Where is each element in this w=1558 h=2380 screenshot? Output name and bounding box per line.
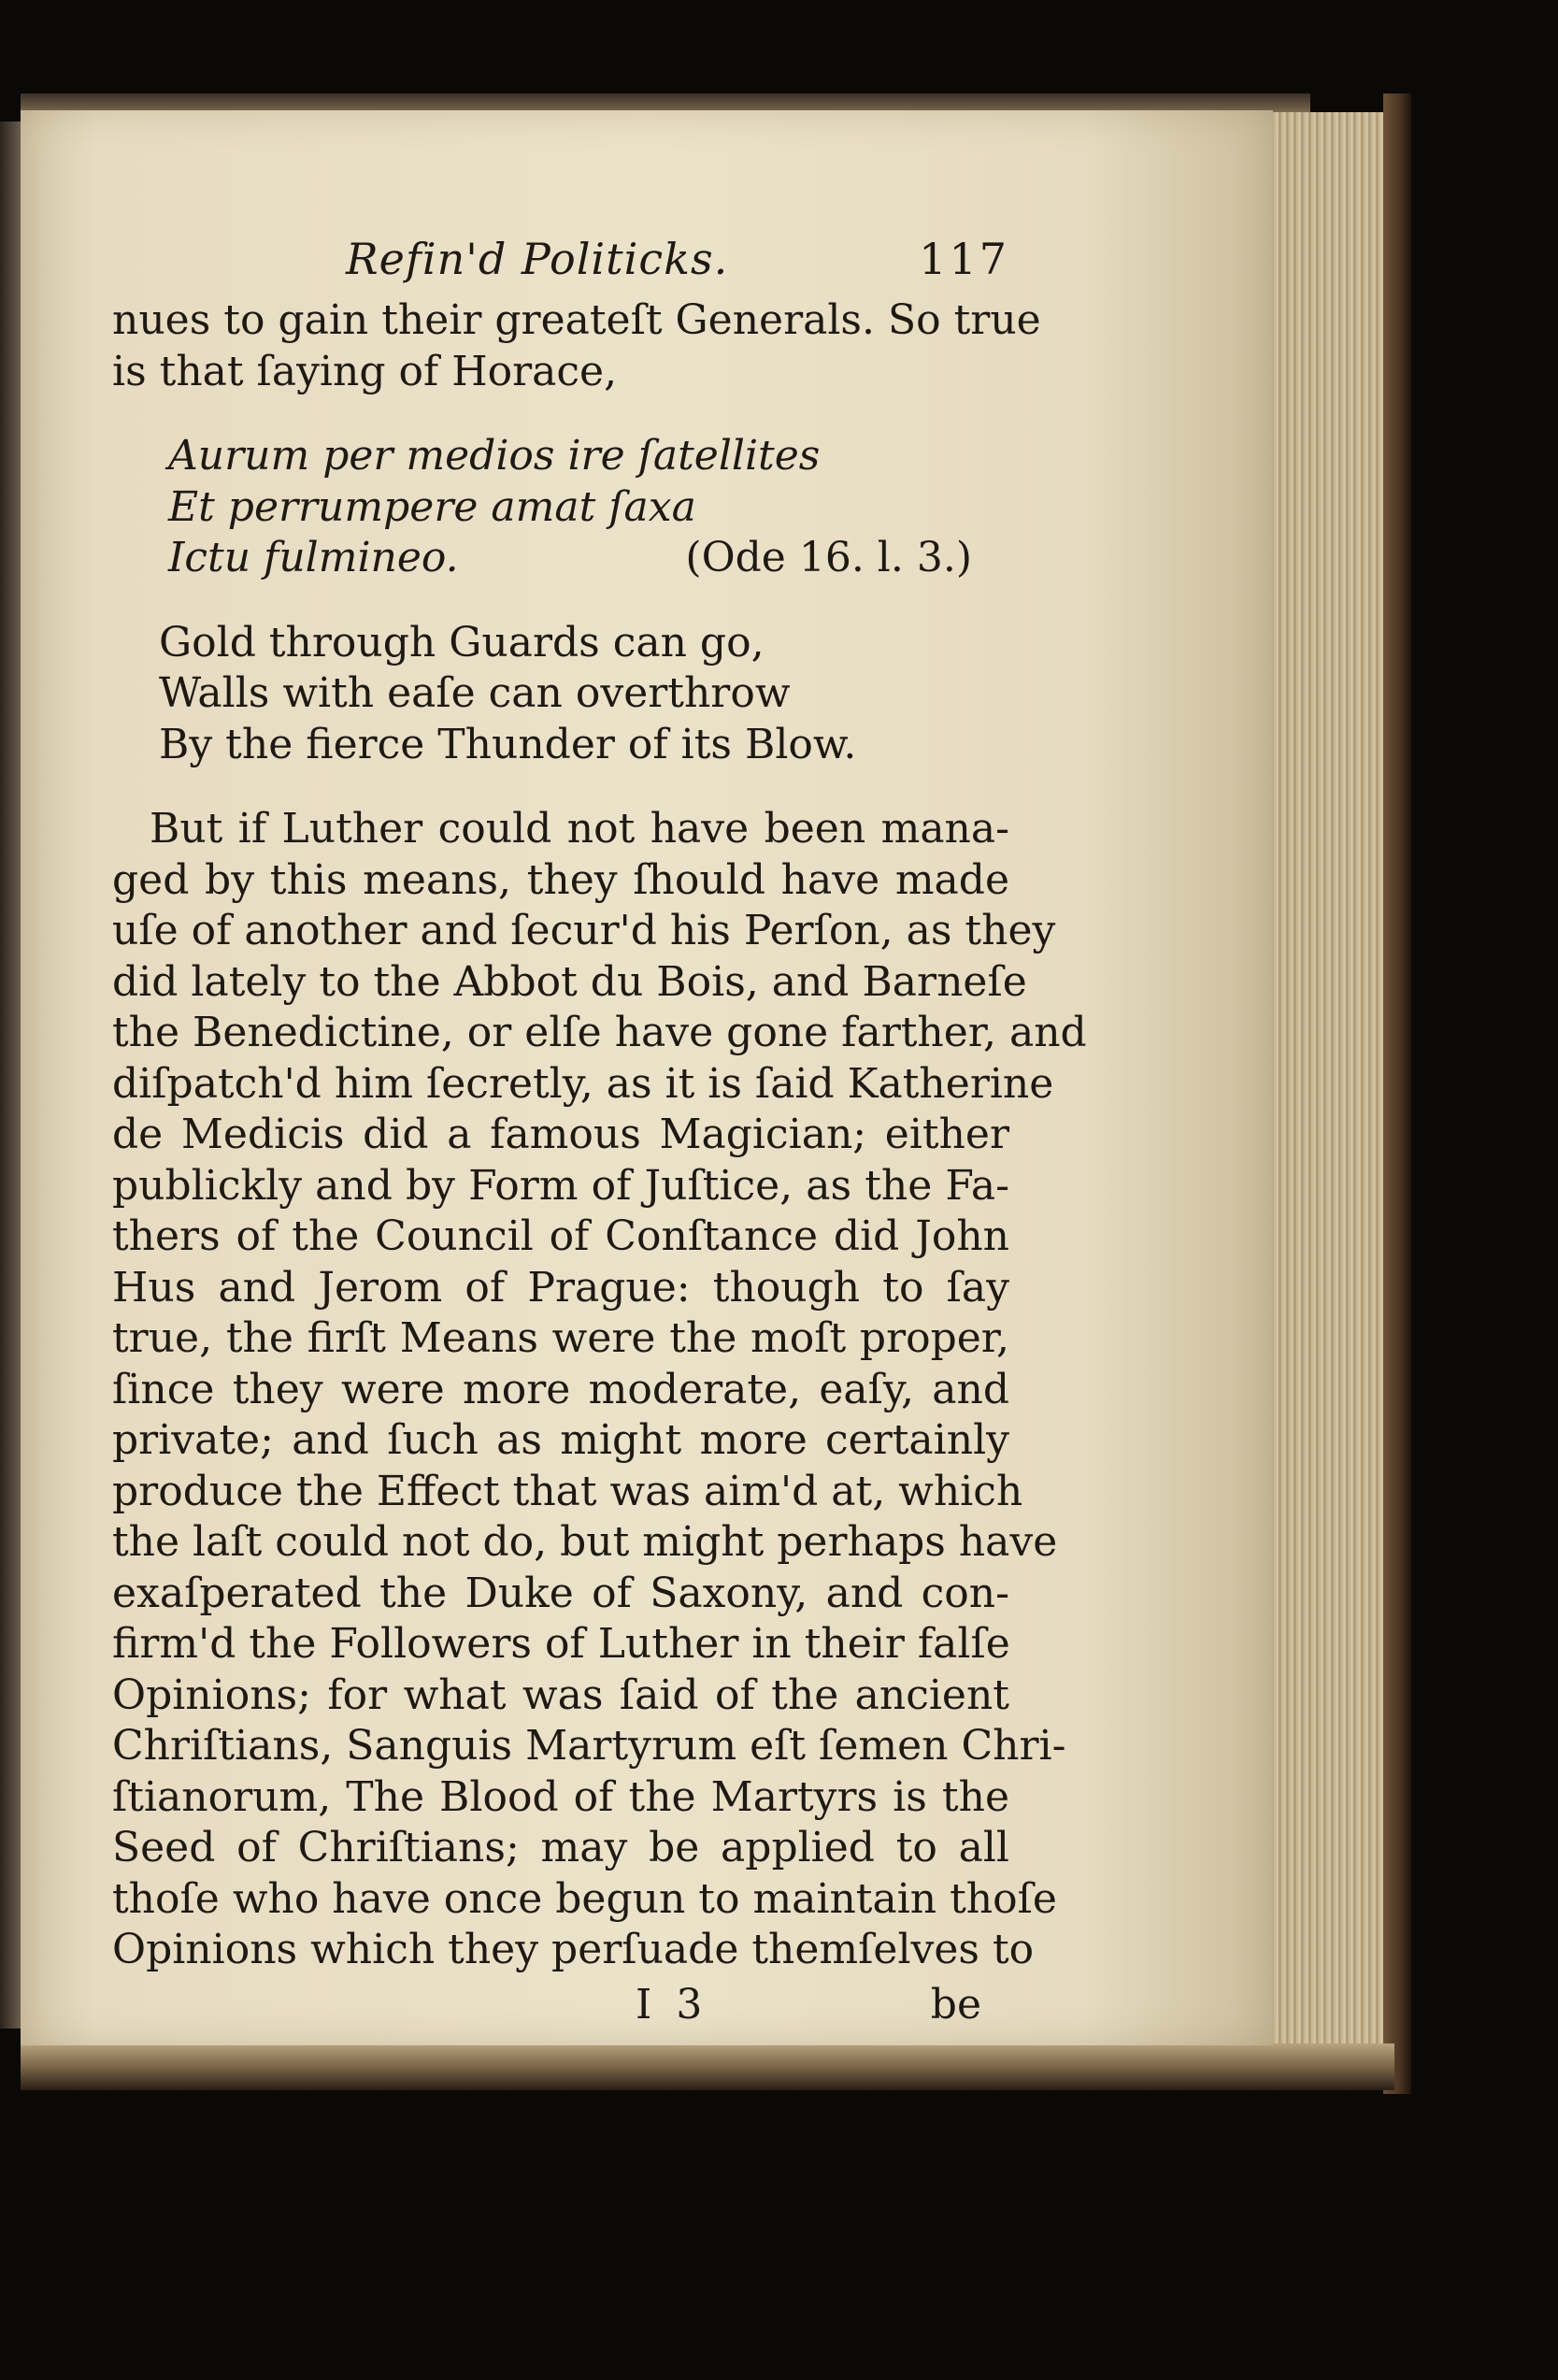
paragraph-line: But if Luther could not have been mana- (150, 805, 1009, 853)
book-bottom-edge (21, 2043, 1394, 2090)
paragraph-line: firm'd the Followers of Luther in their falſe (112, 1620, 1010, 1668)
paragraph-line: Opinions; for what was ſaid of the ancient (112, 1670, 1009, 1719)
text-line: nues to gain their greateſt Generals. So true (112, 296, 1041, 344)
paragraph-line: ged by this means, they ſhould have made (112, 855, 1009, 904)
paragraph-line: publickly and by Form of Juſtice, as the Fa- (112, 1161, 1009, 1210)
latin-quote-line: Ictu fulmineo. (168, 534, 459, 581)
paragraph-line: did lately to the Abbot du Bois, and Barneſe (112, 957, 1027, 1006)
paragraph-line: produce the Effect that was aim'd at, which (112, 1467, 1023, 1515)
paragraph-line: thers of the Council of Conſtance did John (112, 1212, 1009, 1260)
page-fore-edge (1252, 112, 1402, 2066)
paragraph-line: ſtianorum, The Blood of the Martyrs is the (112, 1772, 1009, 1821)
catchword: be (930, 1980, 981, 2029)
latin-quote-line: Aurum per medios ire ſatellites (168, 432, 821, 480)
running-head (112, 234, 1009, 295)
paragraph-line: diſpatch'd him ſecretly, as it is ſaid Katherine (112, 1059, 1054, 1108)
verse-line: Gold through Guards can go, (159, 618, 765, 667)
paragraph-line: Chriſtians, Sanguis Martyrum eſt ſemen Chri- (112, 1722, 1066, 1770)
facing-page-edge (0, 122, 21, 2029)
book-cover-edge (1383, 93, 1411, 2094)
running-head-title: Refin'd Politicks. (346, 234, 729, 284)
paragraph-line: ſince they were more moderate, eaſy, and (112, 1365, 1009, 1413)
paragraph-line: the Benedictine, or elſe have gone farther, and (112, 1009, 1087, 1056)
verse-line: By the fierce Thunder of its Blow. (159, 720, 857, 768)
paragraph-line: true, the firſt Means were the moſt proper, (112, 1314, 1009, 1362)
paragraph-line: exaſperated the Duke of Saxony, and con- (112, 1569, 1009, 1617)
paragraph-line: uſe of another and ſecur'd his Perſon, as they (112, 907, 1056, 954)
paragraph-line: thoſe who have once begun to maintain thoſe (112, 1874, 1057, 1923)
paragraph-line: the laſt could not do, but might perhaps have (112, 1518, 1058, 1566)
citation: (Ode 16. l. 3.) (685, 534, 972, 581)
latin-quote-last-line (112, 533, 1009, 584)
paragraph-line: Hus and Jerom of Prague: though to ſay (112, 1263, 1009, 1312)
latin-quote-line: Et perrumpere amat ſaxa (168, 482, 696, 531)
page-text (112, 234, 1087, 2032)
page-number: 117 (919, 234, 1009, 284)
page-footer (112, 1976, 1009, 2032)
paragraph-line: Opinions which they perſuade themſelves to (112, 1926, 1035, 1973)
verse-line: Walls with eaſe can overthrow (159, 669, 791, 717)
signature-mark: I 3 (636, 1980, 708, 2029)
paragraph-line: Seed of Chriſtians; may be applied to all (112, 1824, 1009, 1871)
paragraph-line: de Medicis did a famous Magician; either (112, 1111, 1009, 1158)
text-line: is that ſaying of Horace, (112, 347, 618, 395)
paragraph-line: private; and ſuch as might more certainly (112, 1416, 1009, 1464)
